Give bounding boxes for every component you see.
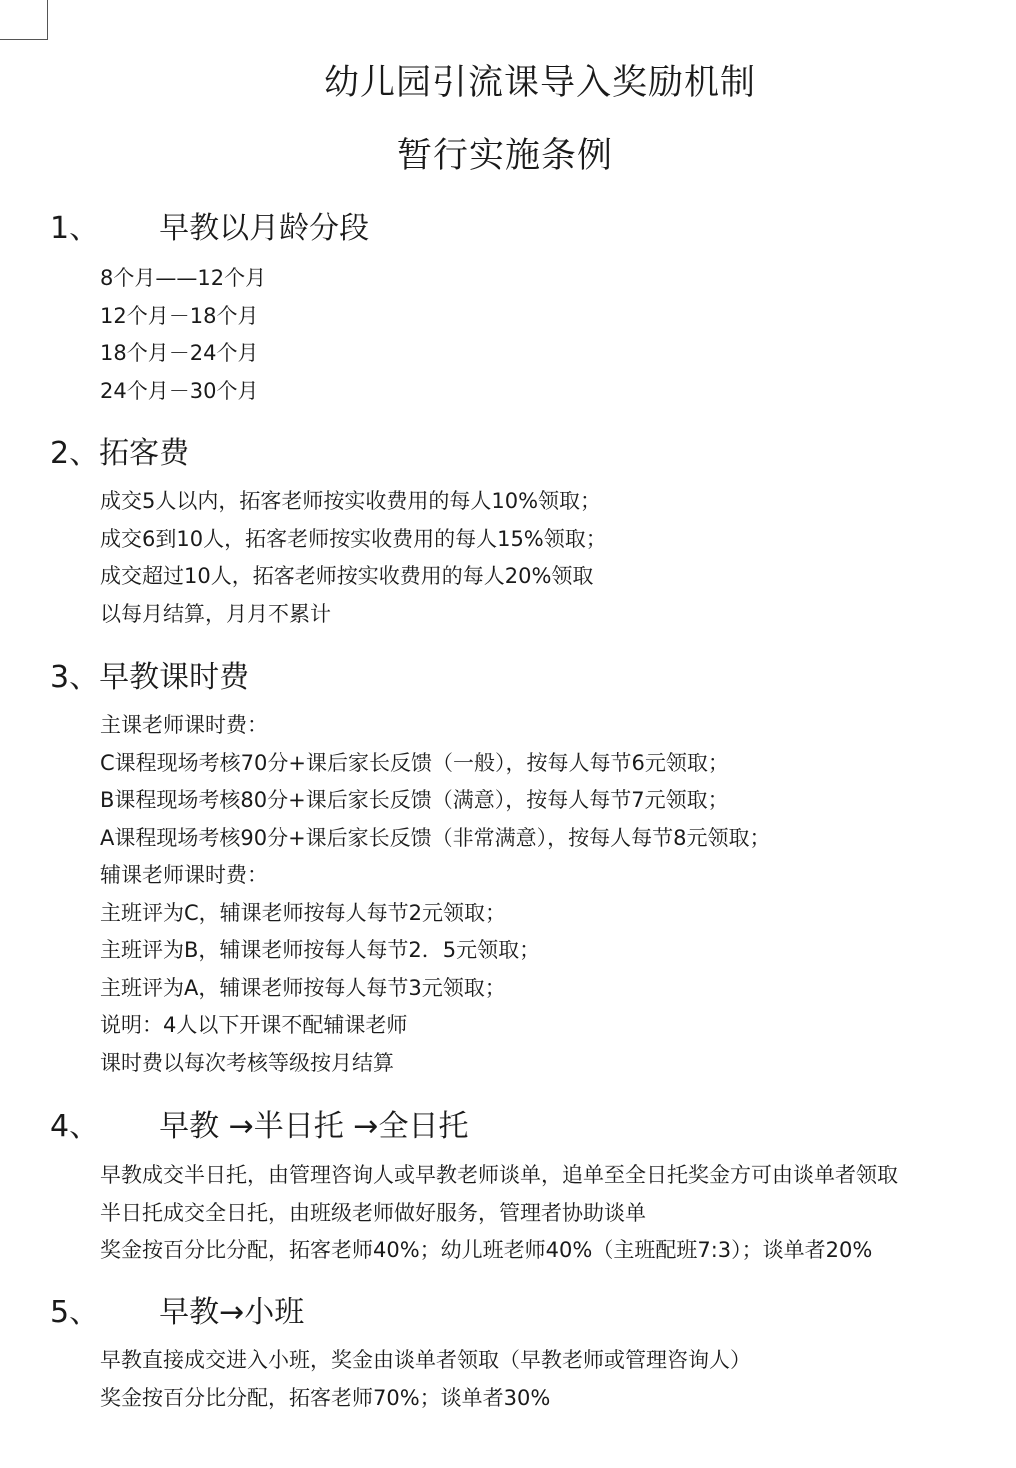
section-5-heading xyxy=(50,1287,304,1331)
body-line: 成交6到10人，拓客老师按实收费用的每人15%领取； xyxy=(100,526,607,551)
section-title: 早教课时费 xyxy=(99,660,250,695)
section-3-heading xyxy=(50,652,249,696)
section-4-heading xyxy=(50,1101,468,1145)
section-1-heading xyxy=(50,203,369,247)
body-line: 课时费以每次考核等级按月结算 xyxy=(100,1050,394,1075)
body-line: 奖金按百分比分配，拓客老师40%；幼儿班老师40%（主班配班7:3）；谈单者20% xyxy=(100,1238,873,1262)
section-title: 早教以月龄分段 xyxy=(159,211,370,246)
section-number: 4、 xyxy=(50,1109,100,1144)
section-title: 早教 →半日托 →全日托 xyxy=(159,1109,469,1144)
page-corner-mark xyxy=(0,0,48,40)
document-title: 幼儿园引流课导入奖励机制 xyxy=(323,63,756,103)
section-number: 5、 xyxy=(50,1295,100,1330)
section-number: 3、 xyxy=(50,660,100,695)
section-5-body xyxy=(100,1342,751,1417)
section-title: 早教→小班 xyxy=(159,1295,305,1330)
section-title: 拓客费 xyxy=(99,436,190,471)
document-subtitle: 暂行实施条例 xyxy=(396,136,613,176)
body-line: 半日托成交全日托，由班级老师做好服务，管理者协助谈单 xyxy=(100,1200,646,1225)
body-line: 8个月——12个月 xyxy=(100,266,267,290)
body-line: 早教直接成交进入小班，奖金由谈单者领取（早教老师或管理咨询人） xyxy=(100,1348,751,1372)
body-line: 以每月结算，月月不累计 xyxy=(100,601,331,626)
body-line: 主班评为C，辅课老师按每人每节2元领取； xyxy=(100,900,507,925)
body-line: B课程现场考核80分+课后家长反馈（满意），按每人每节7元领取； xyxy=(100,788,729,812)
body-line: 主班评为A，辅课老师按每人每节3元领取； xyxy=(100,975,506,1000)
section-2-heading xyxy=(50,428,189,472)
body-line: 18个月－24个月 xyxy=(100,341,259,365)
body-line: 说明：4人以下开课不配辅课老师 xyxy=(100,1013,408,1037)
body-line: 主课老师课时费： xyxy=(100,713,268,737)
body-line: A课程现场考核90分+课后家长反馈（非常满意），按每人每节8元领取； xyxy=(100,825,771,850)
section-2-body xyxy=(100,483,607,633)
body-line: 主班评为B，辅课老师按每人每节2．5元领取； xyxy=(100,938,541,962)
section-4-body xyxy=(100,1157,898,1270)
body-line: C课程现场考核70分+课后家长反馈（一般），按每人每节6元领取； xyxy=(100,750,729,775)
body-line: 奖金按百分比分配，拓客老师70%；谈单者30% xyxy=(100,1385,551,1410)
section-3-body xyxy=(100,707,771,1082)
section-1-body xyxy=(100,260,266,410)
body-line: 24个月－30个月 xyxy=(100,378,259,403)
section-number: 2、 xyxy=(50,436,100,471)
body-line: 成交超过10人，拓客老师按实收费用的每人20%领取 xyxy=(100,564,594,588)
body-line: 早教成交半日托，由管理咨询人或早教老师谈单，追单至全日托奖金方可由谈单者领取 xyxy=(100,1163,898,1187)
body-line: 成交5人以内，拓客老师按实收费用的每人10%领取； xyxy=(100,489,602,513)
section-number: 1、 xyxy=(50,211,100,246)
body-line: 辅课老师课时费： xyxy=(100,863,268,887)
body-line: 12个月－18个月 xyxy=(100,303,259,328)
